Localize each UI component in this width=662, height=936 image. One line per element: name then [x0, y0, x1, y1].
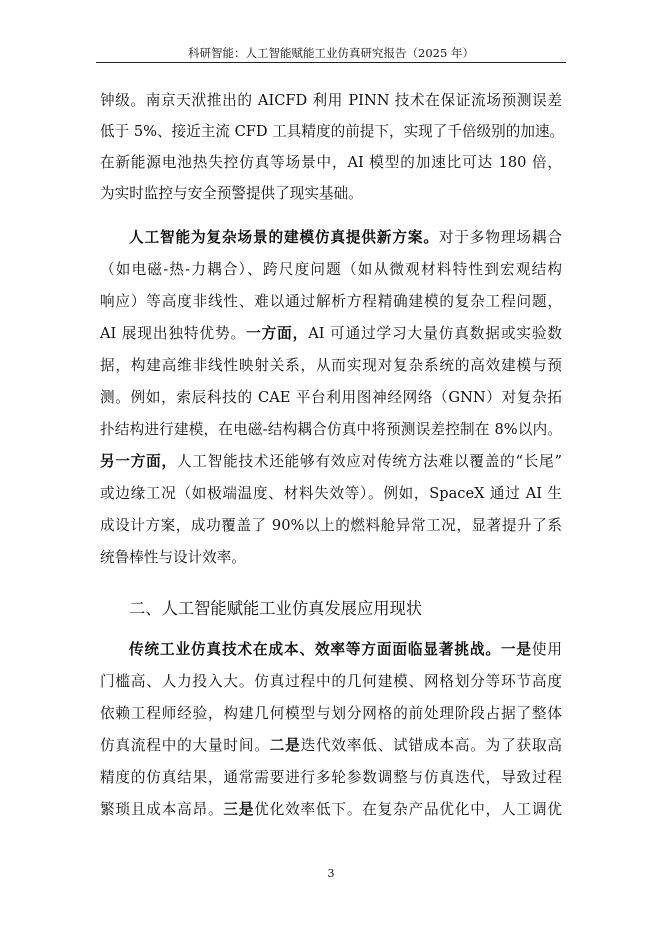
body-line: 响应）等高度非线性、难以通过解析方程精确建模的复杂工程问题， [100, 293, 562, 310]
body-line: 成设计方案，成功覆盖了 90%以上的燃料舱异常工况，显著提升了系 [100, 517, 562, 534]
paragraph-first-line [129, 229, 562, 247]
body-text: 迭代效率低、试错成本高。为了获取高 [300, 737, 562, 754]
body-text: 对于多物理场耦合 [438, 229, 562, 246]
body-line: 门槛高、人力投入大。仿真过程中的几何建模、网格划分等环节高度 [100, 673, 562, 690]
running-header: 科研智能：人工智能赋能工业仿真研究报告（2025 年） [188, 46, 474, 60]
body-line: 为实时监控与安全预警提供了现实基础。 [100, 185, 363, 202]
body-line [100, 325, 562, 343]
body-text: 人工智能技术还能够有效应对传统方法难以覆盖的“长尾” [176, 453, 562, 470]
bold-marker: 二是 [269, 737, 301, 754]
body-line: 在新能源电池热失控仿真等场景中，AI 模型的加速比可达 180 倍， [100, 154, 562, 171]
bold-marker: 一是 [500, 641, 532, 658]
bold-marker: 一方面， [246, 325, 309, 342]
body-text: 优化效率低下。在复杂产品优化中，人工调优 [254, 801, 562, 818]
body-line: 统鲁棒性与设计效率。 [100, 549, 246, 566]
section-heading: 二、人工智能赋能工业仿真发展应用现状 [129, 599, 423, 618]
body-line [100, 737, 562, 755]
body-line: （如电磁-热-力耦合）、跨尺度问题（如从微观材料特性到宏观结构 [100, 261, 562, 278]
body-line [100, 453, 562, 471]
body-line: 钟级。南京天洑推出的 AICFD 利用 PINN 技术在保证流场预测误差 [100, 92, 562, 109]
bold-marker: 三是 [223, 801, 255, 818]
body-text: 仿真流程中的大量时间。 [100, 737, 270, 754]
body-line [100, 801, 562, 819]
bold-lead: 人工智能为复杂场景的建模仿真提供新方案。 [129, 229, 439, 246]
bold-lead: 传统工业仿真技术在成本、效率等方面面临显著挑战。 [129, 641, 501, 658]
body-line: 据，构建高维非线性映射关系，从而实现对复杂系统的高效建模与预 [100, 357, 562, 374]
body-line: 扑结构进行建模，在电磁-结构耦合仿真中将预测误差控制在 8%以内。 [100, 421, 562, 438]
paragraph-first-line [129, 641, 562, 659]
body-line: 或边缘工况（如极端温度、材料失效等）。例如，SpaceX 通过 AI 生 [100, 485, 562, 502]
body-line: 测。例如，索辰科技的 CAE 平台利用图神经网络（GNN）对复杂拓 [100, 389, 562, 406]
body-text: AI 展现出独特优势。 [100, 325, 247, 342]
body-line: 依赖工程师经验，构建几何模型与划分网格的前处理阶段占据了整体 [100, 705, 562, 722]
body-line: 低于 5%、接近主流 CFD 工具精度的前提下，实现了千倍级别的加速。 [100, 123, 565, 140]
body-line: 精度的仿真结果，通常需要进行多轮参数调整与仿真迭代，导致过程 [100, 769, 562, 786]
body-text: AI 可通过学习大量仿真数据或实验数 [308, 325, 562, 342]
body-text: 使用 [531, 641, 562, 658]
bold-marker: 另一方面， [100, 453, 177, 470]
page-number: 3 [327, 867, 335, 880]
body-text: 繁琐且成本高昂。 [100, 801, 224, 818]
header-rule [96, 62, 566, 63]
